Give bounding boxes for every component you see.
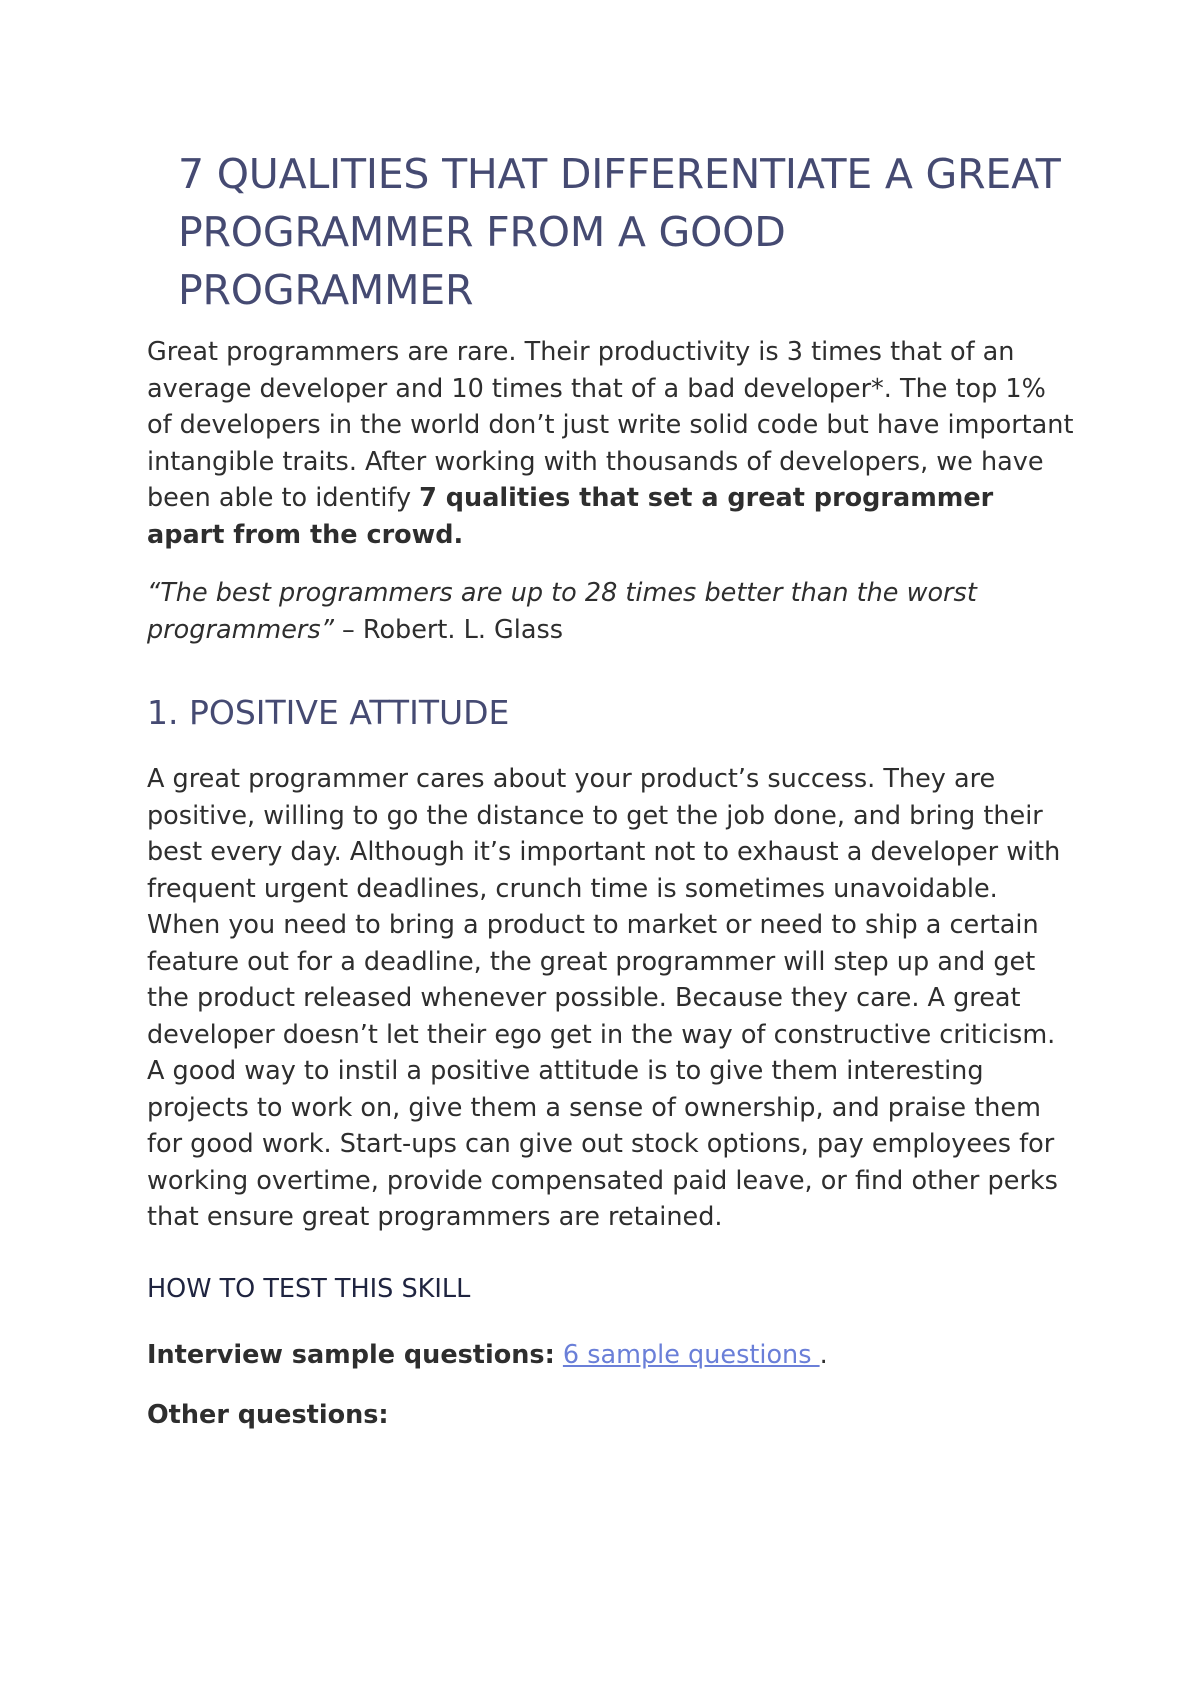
quote-text: “The best programmers are up to 28 times better than the worst programmers” [147,578,977,645]
intro-paragraph [147,334,1077,553]
other-questions-label: Other questions: [147,1400,389,1430]
sample-questions-label: Interview sample questions: [147,1339,555,1370]
intro-bold-text: 7 qualities that set a great programmer apart from the crowd. [147,483,994,550]
document-page [147,145,1077,1434]
how-to-test-heading: HOW TO TEST THIS SKILL [147,1273,471,1304]
sample-questions-suffix: . [819,1339,828,1370]
sample-questions-link[interactable]: 6 sample questions [562,1339,820,1370]
other-questions-line [147,1397,1077,1434]
quote-paragraph [147,575,1077,648]
section-heading-positive-attitude: 1. POSITIVE ATTITUDE [147,693,510,732]
section-body-positive-attitude: A great programmer cares about your product’s success. They are positive, willing to go the distance to get the job done, and bring their best every day. Although it’s important not to exhaust a developer with frequent urgent deadlines, crunch time is sometimes unavoidable. When you need to bring a product to market or need to ship a certain feature out for a deadline, the great programmer will step up and get the product released whenever possible. Because they care. A great developer doesn’t let their ego get in the way of constructive criticism. A good way to instil a positive attitude is to give them interesting projects to work on, give them a sense of ownership, and praise them for good work. Start-ups can give out stock options, pay employees for working overtime, provide compensated paid leave, or find other perks that ensure great programmers are retained. [147,764,1061,1232]
intro-text: Great programmers are rare. Their productivity is 3 times that of an average developer and 10 times that of a bad developer*. The top 1% of developers in the world don’t just write solid code but have important intangible traits. After working with thousands of developers, we have been able to identify [147,337,1074,513]
quote-attribution: – Robert. L. Glass [333,614,564,645]
sample-questions-line [147,1337,1077,1374]
document-title: 7 QUALITIES THAT DIFFERENTIATE A GREAT PROGRAMMER FROM A GOOD PROGRAMMER [178,150,1061,314]
